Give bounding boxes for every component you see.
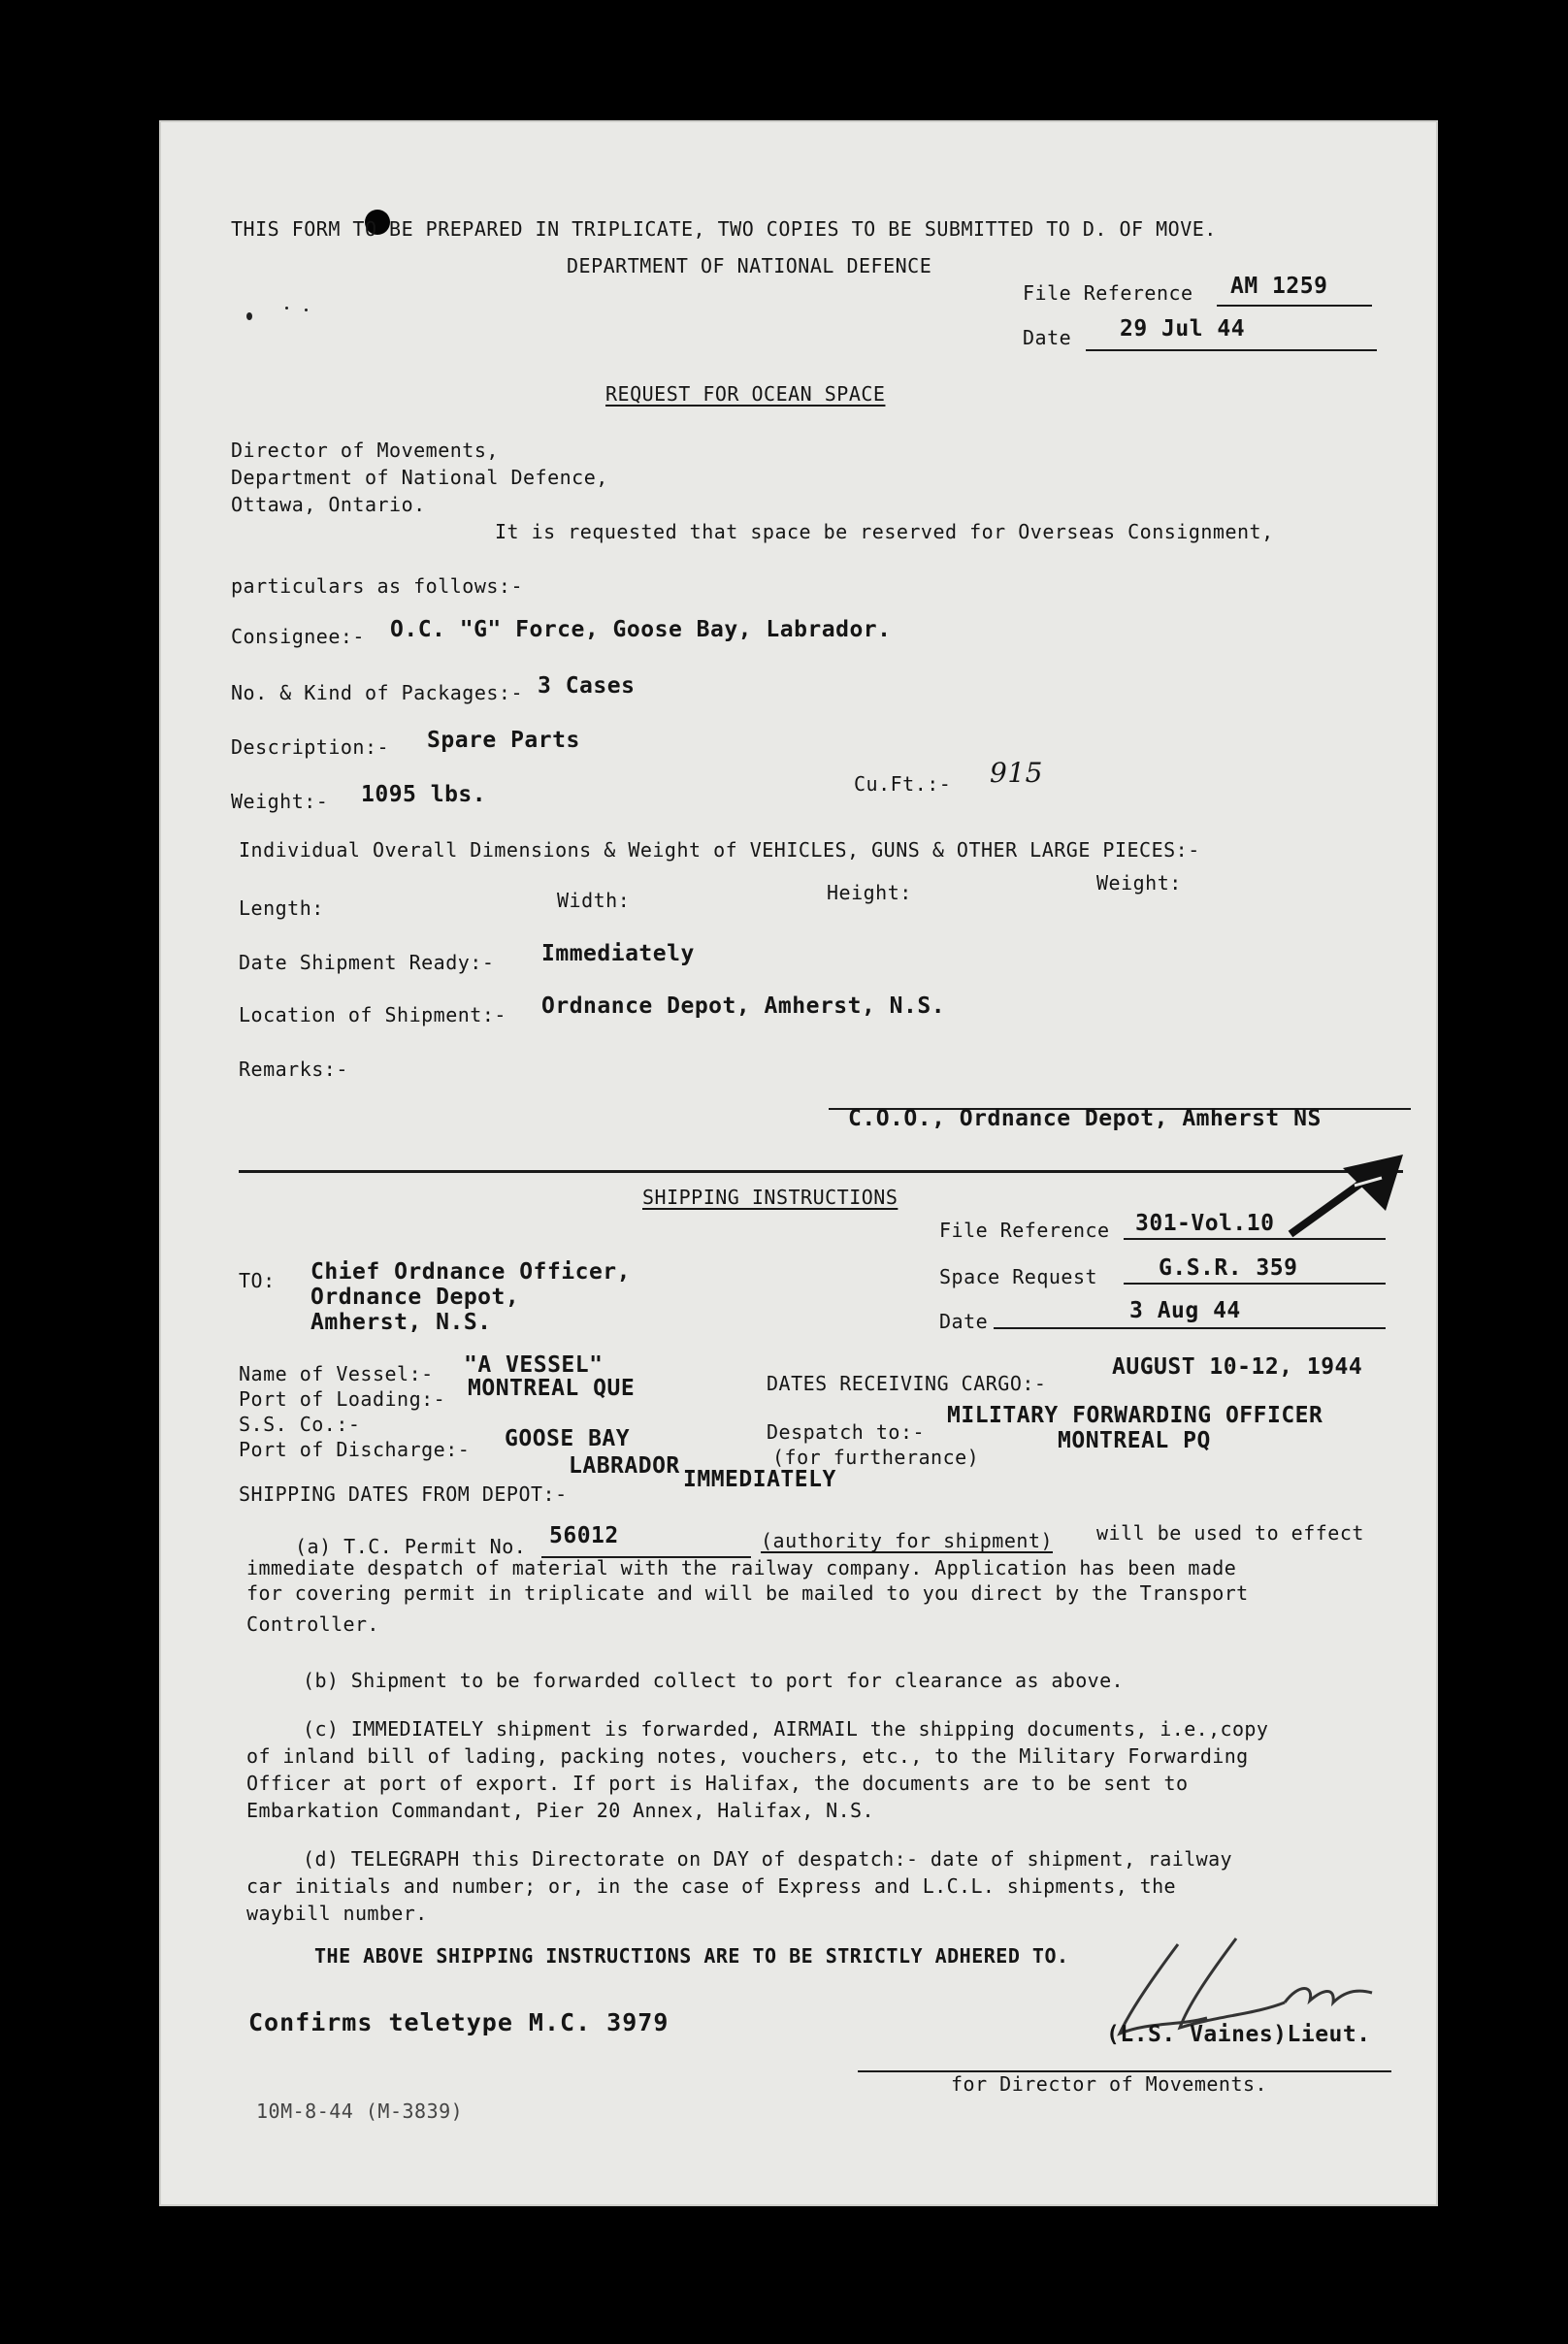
requester-stamp: C.O.O., Ordnance Depot, Amherst NS <box>848 1106 1322 1131</box>
piece-weight-label: Weight: <box>1096 871 1182 895</box>
vessel-value: "A VESSEL" <box>464 1352 604 1378</box>
packages-value: 3 Cases <box>538 673 636 699</box>
para-a-prefix: (a) T.C. Permit No. <box>295 1535 527 1558</box>
shipping-dates-value: IMMEDIATELY <box>683 1467 836 1492</box>
loading-label: Port of Loading:- <box>239 1387 446 1411</box>
vessel-label: Name of Vessel:- <box>239 1362 434 1385</box>
discharge-value-2: LABRADOR <box>569 1453 680 1479</box>
ink-speck <box>246 312 252 320</box>
date-label: Date <box>1023 326 1072 349</box>
date-value: 29 Jul 44 <box>1120 316 1246 342</box>
space-request-line <box>1124 1283 1386 1285</box>
para-c-line-2: of inland bill of lading, packing notes, vouchers, etc., to the Military Forwarding <box>246 1744 1249 1768</box>
confirms-teletype: Confirms teletype M.C. 3979 <box>248 2008 670 2036</box>
para-b: (b) Shipment to be forwarded collect to port for clearance as above. <box>303 1669 1124 1692</box>
to-line-3: Amherst, N.S. <box>310 1310 492 1335</box>
form-number: 10M-8-44 (M-3839) <box>256 2100 464 2123</box>
address-line-2: Department of National Defence, <box>231 466 608 489</box>
para-c-line-1: (c) IMMEDIATELY shipment is forwarded, AIRMAIL the shipping documents, i.e.,copy <box>303 1717 1269 1741</box>
file-reference-line <box>1217 305 1372 307</box>
location-label: Location of Shipment:- <box>239 1003 506 1026</box>
weight-label: Weight:- <box>231 790 329 813</box>
ink-speck <box>285 307 288 309</box>
para-a-line-1: immediate despatch of material with the railway company. Application has been made <box>246 1556 1237 1579</box>
width-label: Width: <box>557 889 631 912</box>
ship-date-label: Date <box>939 1310 989 1333</box>
arrow-stamp-icon <box>1285 1149 1411 1241</box>
discharge-value-1: GOOSE BAY <box>505 1426 631 1451</box>
to-line-2: Ordnance Depot, <box>310 1285 520 1310</box>
para-a-line-2: for covering permit in triplicate and will be mailed to you direct by the Transport <box>246 1581 1249 1605</box>
request-intro-2: particulars as follows:- <box>231 574 523 598</box>
shipping-title: SHIPPING INSTRUCTIONS <box>642 1186 898 1209</box>
ship-file-reference-value: 301-Vol.10 <box>1135 1211 1275 1236</box>
to-line-1: Chief Ordnance Officer, <box>310 1259 631 1285</box>
request-title: REQUEST FOR OCEAN SPACE <box>605 382 886 406</box>
form-instruction: THIS FORM TO BE PREPARED IN TRIPLICATE, TWO COPIES TO BE SUBMITTED TO D. OF MOVE. <box>231 217 1217 241</box>
cuft-value: 915 <box>990 757 1043 789</box>
ship-date-value: 3 Aug 44 <box>1129 1298 1241 1323</box>
date-line <box>1086 349 1377 351</box>
height-label: Height: <box>827 881 912 904</box>
section-divider <box>239 1170 1403 1173</box>
to-label: TO: <box>239 1269 276 1292</box>
para-a-line-3: Controller. <box>246 1612 379 1636</box>
space-request-label: Space Request <box>939 1265 1098 1288</box>
dates-receiving-label: DATES RECEIVING CARGO:- <box>767 1372 1047 1395</box>
consignee-label: Consignee:- <box>231 625 365 648</box>
ship-date-line <box>994 1327 1386 1329</box>
para-d-line-3: waybill number. <box>246 1902 428 1925</box>
para-d-line-1: (d) TELEGRAPH this Directorate on DAY of despatch:- date of shipment, railway <box>303 1847 1232 1871</box>
packages-label: No. & Kind of Packages:- <box>231 681 523 704</box>
description-value: Spare Parts <box>427 728 580 753</box>
length-label: Length: <box>239 896 324 920</box>
remarks-label: Remarks:- <box>239 1058 348 1081</box>
description-label: Description:- <box>231 735 390 759</box>
para-c-line-3: Officer at port of export. If port is Halifax, the documents are to be sent to <box>246 1772 1189 1795</box>
signer-role: for Director of Movements. <box>951 2072 1268 2096</box>
cuft-label: Cu.Ft.:- <box>854 772 952 796</box>
space-request-value: G.S.R. 359 <box>1159 1255 1298 1281</box>
dimensions-label: Individual Overall Dimensions & Weight of VEHICLES, GUNS & OTHER LARGE PIECES:- <box>239 838 1200 862</box>
ship-file-reference-line <box>1124 1238 1386 1240</box>
despatch-value-2: MONTREAL PQ <box>1058 1428 1211 1453</box>
signer-name: (L.S. Vaines)Lieut. <box>1106 2022 1371 2047</box>
file-reference-value: AM 1259 <box>1230 274 1328 299</box>
para-c-line-4: Embarkation Commandant, Pier 20 Annex, Halifax, N.S. <box>246 1799 874 1822</box>
request-intro-1: It is requested that space be reserved for Overseas Consignment, <box>495 520 1274 543</box>
permit-number: 56012 <box>549 1523 619 1548</box>
dates-receiving-value: AUGUST 10-12, 1944 <box>1112 1354 1363 1380</box>
discharge-label: Port of Discharge:- <box>239 1438 471 1461</box>
address-line-3: Ottawa, Ontario. <box>231 493 426 516</box>
file-reference-label: File Reference <box>1023 281 1193 305</box>
weight-value: 1095 lbs. <box>361 782 487 807</box>
despatch-value-1: MILITARY FORWARDING OFFICER <box>947 1403 1323 1428</box>
despatch-label: Despatch to:- <box>767 1420 926 1444</box>
ssco-label: S.S. Co.:- <box>239 1413 361 1436</box>
consignee-value: O.C. "G" Force, Goose Bay, Labrador. <box>390 617 892 642</box>
ink-speck <box>305 309 308 311</box>
para-a-rest: will be used to effect <box>1096 1521 1364 1545</box>
shipping-dates-label: SHIPPING DATES FROM DEPOT:- <box>239 1482 568 1506</box>
para-a-authority: (authority for shipment) <box>761 1529 1053 1552</box>
loading-value: MONTREAL QUE <box>468 1376 636 1401</box>
location-value: Ordnance Depot, Amherst, N.S. <box>541 993 946 1019</box>
department-title: DEPARTMENT OF NATIONAL DEFENCE <box>567 254 932 277</box>
adhere-notice: THE ABOVE SHIPPING INSTRUCTIONS ARE TO BE STRICTLY ADHERED TO. <box>314 1944 1069 1968</box>
furtherance-note: (for furtherance) <box>772 1446 980 1469</box>
document-page <box>159 120 1438 2206</box>
address-line-1: Director of Movements, <box>231 439 499 462</box>
ready-value: Immediately <box>541 941 695 966</box>
para-d-line-2: car initials and number; or, in the case of Express and L.C.L. shipments, the <box>246 1874 1176 1898</box>
ship-file-reference-label: File Reference <box>939 1219 1110 1242</box>
ready-label: Date Shipment Ready:- <box>239 951 495 974</box>
